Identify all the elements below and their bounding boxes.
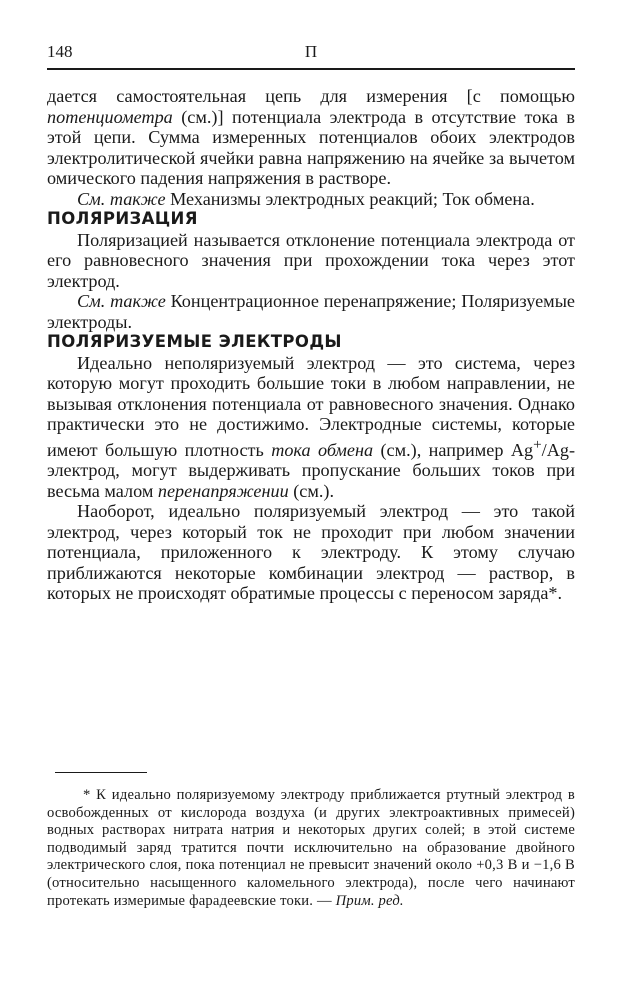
see-also-paragraph: См. также Концентрационное перенапряжение; Поляризуемые электроды. — [47, 291, 575, 332]
footnote: * К идеально поляризуемому электроду приближается ртутный электрод в освобожденных от кислорода воздуха (и других электроактивных примесей) водных растворах нитрата натрия и некоторых других солей; в этой системе подводимый заряд тратится почти исключительно на образование двойного электрического слоя, пока потенциал не превысит значений около +0,3 В и −1,6 В (относительно насыщенного каломельного электрода), после чего начинают протекать измеримые фарадеевские токи. — Прим. ред. — [47, 787, 575, 909]
see-also-paragraph: См. также Механизмы электродных реакций; Ток обмена. — [77, 188, 535, 209]
footnote-rule — [55, 772, 147, 773]
section-letter: П — [304, 42, 318, 61]
page-number: 148 — [47, 42, 73, 61]
entry-heading-polarization: ПОЛЯРИЗАЦИЯ — [47, 209, 198, 228]
main-text — [47, 86, 575, 604]
paragraph-continuation: дается самостоятельная цепь для измерения [с помощью потенциометра (см.)] потенциала электрода в отсутствие тока в этой цепи. Сумма измеренных потенциалов обоих электродов электролитической ячейки равна напряжению на ячейке за вычетом омического падения напряжения в растворе. — [47, 86, 575, 188]
header-rule — [47, 68, 575, 70]
polarization-definition: Поляризацией называется отклонение потенциала электрода от его равновесного значения при прохождении тока через этот электрод. — [47, 229, 575, 291]
polarizable-paragraph: Наоборот, идеально поляризуемый электрод — это такой электрод, через который ток не проходит при любом значении потенциала, приложенного к электроду. К этому случаю приближаются некоторые комбинации электрод — раствор, в которых не происходят обратимые процессы с переносом заряда*. — [47, 501, 575, 604]
entry-heading-polarizable-electrodes: ПОЛЯРИЗУЕМЫЕ ЭЛЕКТРОДЫ — [47, 332, 342, 351]
page-header — [47, 38, 575, 66]
nonpolarizable-paragraph: Идеально неполяризуемый электрод — это система, через которую могут проходить большие токи в любом направлении, не вызывая отклонения потенциала от равновесного значения. Однако практически это не достижимо. Электродные системы, которые имеют большую плотность тока обмена (см.), например Ag+/Ag-электрод, могут выдерживать пропускание больших токов при весьма малом перенапряжении (см.). — [47, 352, 576, 501]
